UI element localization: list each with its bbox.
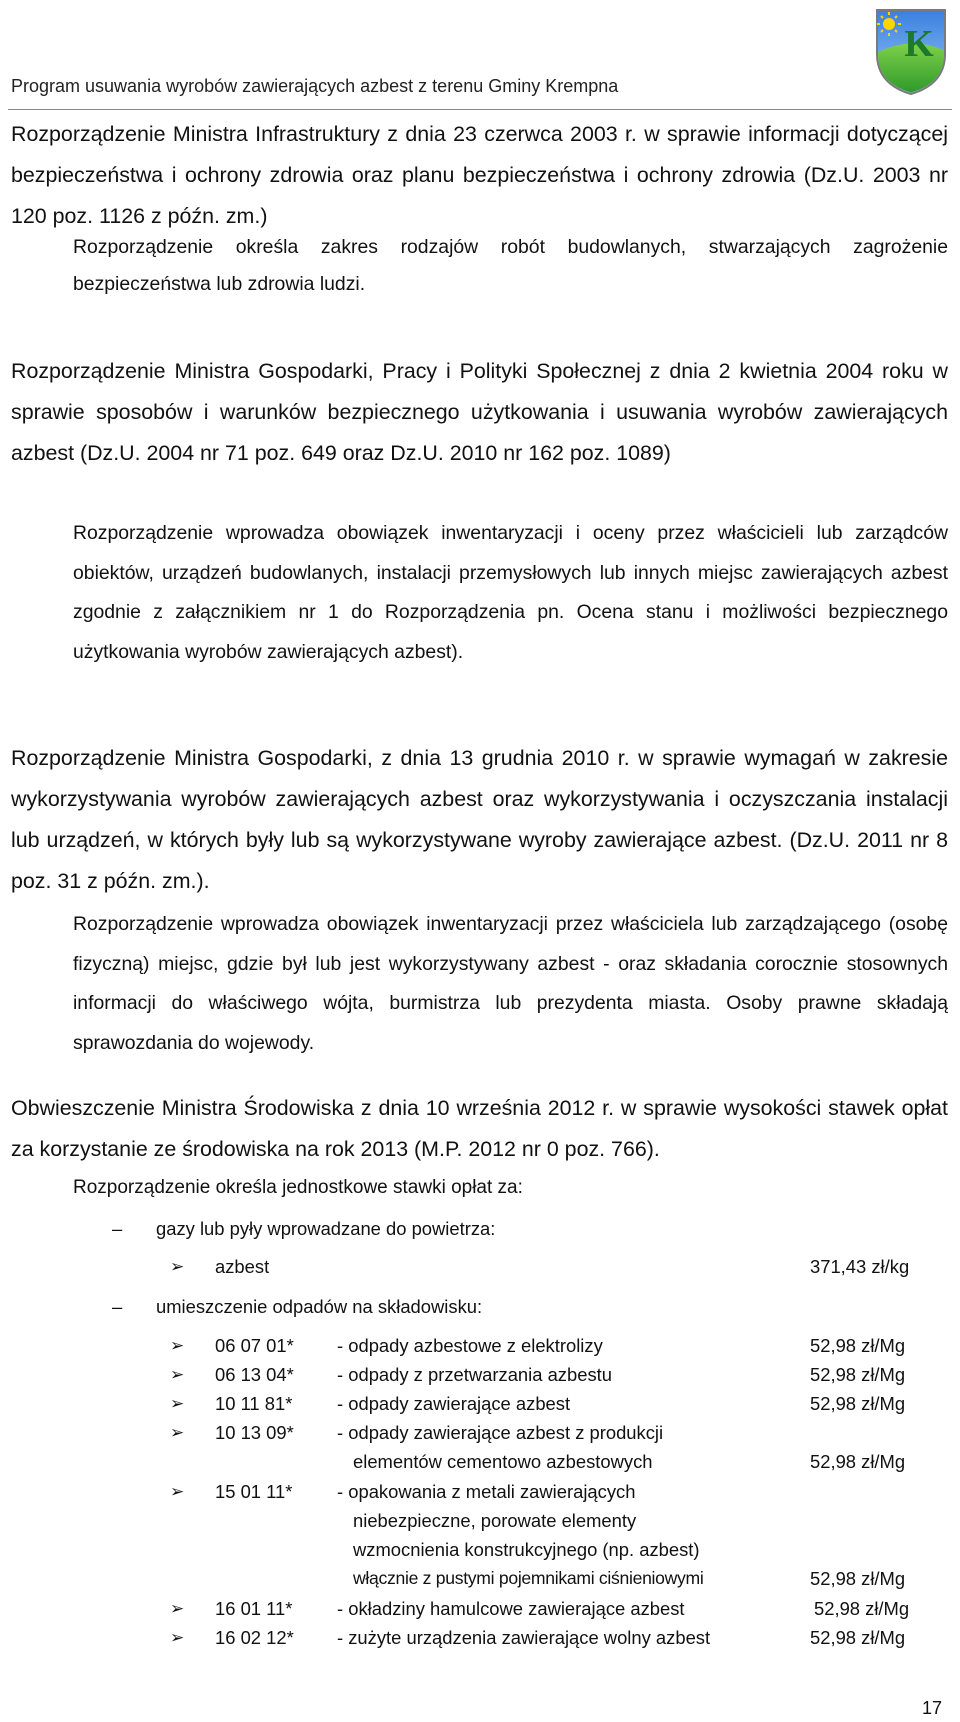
regulation-paragraph-1: Rozporządzenie Ministra Infrastruktury z dnia 23 czerwca 2003 r. w sprawie informacji dotyczącej bezpieczeństwa i ochrony zdrowia oraz planu bezpieczeństwa i ochrony zdrowia (Dz.U. 2003 nr 120 poz. 1126 z późn. zm.)	[11, 122, 948, 228]
fee-group-landfill	[112, 1296, 482, 1318]
waste-code: 06 13 04*	[215, 1364, 294, 1385]
waste-code: 10 11 81*	[215, 1393, 293, 1414]
arrow-bullet-icon: ➢	[170, 1423, 185, 1442]
waste-description-line: elementów cementowo azbestowych	[353, 1451, 653, 1472]
dash-bullet: –	[112, 1218, 123, 1239]
regulation-paragraph-4: Obwieszczenie Ministra Środowiska z dnia 10 września 2012 r. w sprawie wysokości stawek opłat za korzystanie ze środowiska na rok 2013 (M.P. 2012 nr 0 poz. 766).	[11, 1096, 948, 1161]
fee-row	[170, 1389, 950, 1417]
fee-group-air	[112, 1218, 495, 1240]
fee-row	[170, 1594, 950, 1622]
fees-intro: Rozporządzenie określa jednostkowe stawki opłat za:	[73, 1177, 523, 1198]
regulation-paragraph-3: Rozporządzenie Ministra Gospodarki, z dnia 13 grudnia 2010 r. w sprawie wymagań w zakresie wykorzystywania wyrobów zawierających azbest oraz wykorzystywania i oczyszczania instalacji lub urządzeń, w których były lub są wykorzystywane wyroby zawierające azbest. (Dz.U. 2011 nr 8 poz. 31 z późn. zm.).	[11, 746, 948, 893]
regulation-paragraph-2: Rozporządzenie Ministra Gospodarki, Pracy i Polityki Społecznej z dnia 2 kwietnia 2004 roku w sprawie sposobów i warunków bezpiecznego użytkowania i usuwania wyrobów zawierających azbest (Dz.U. 2004 nr 71 poz. 649 oraz Dz.U. 2010 nr 162 poz. 1089)	[11, 359, 948, 465]
waste-code: 16 02 12*	[215, 1627, 294, 1648]
regulation-paragraph-3-description: Rozporządzenie wprowadza obowiązek inwentaryzacji przez właściciela lub zarządzającego (osobę fizyczną) miejsc, gdzie był lub jest wykorzystywany azbest - oraz składania corocznie stosownych informacji do właściwego wójta, burmistrza lub prezydenta miasta. Osoby prawne składają sprawozdania do wojewody.	[73, 913, 948, 1054]
fee-row	[170, 1477, 950, 1593]
waste-code: 15 01 11*	[215, 1481, 293, 1502]
waste-description-line: wzmocnienia konstrukcyjnego (np. azbest)	[353, 1539, 700, 1560]
fee-rate: 52,98 zł/Mg	[814, 1598, 910, 1619]
waste-description-line: niebezpieczne, porowate elementy	[353, 1510, 637, 1531]
waste-description-line: - opakowania z metali zawierających	[337, 1481, 636, 1502]
document-header-title: Program usuwania wyrobów zawierających azbest z terenu Gminy Krempna	[11, 76, 619, 96]
arrow-bullet-icon: ➢	[170, 1336, 185, 1355]
arrow-bullet-icon: ➢	[170, 1628, 185, 1647]
waste-description-line: włącznie z pustymi pojemnikami ciśnieniowymi	[353, 1568, 704, 1588]
fee-row	[170, 1418, 950, 1476]
waste-description: - zużyte urządzenia zawierające wolny azbest	[337, 1627, 711, 1648]
arrow-bullet-icon: ➢	[170, 1482, 185, 1501]
fee-rate: 52,98 zł/Mg	[810, 1393, 906, 1414]
fee-rate: 52,98 zł/Mg	[810, 1627, 906, 1648]
page-number: 17	[922, 1698, 943, 1718]
dash-bullet: –	[112, 1296, 123, 1317]
waste-description: - okładziny hamulcowe zawierające azbest	[337, 1598, 685, 1619]
waste-description	[337, 1477, 807, 1593]
waste-description: - odpady azbestowe z elektrolizy	[337, 1335, 603, 1356]
fee-rate: 52,98 zł/Mg	[810, 1364, 906, 1385]
waste-description	[337, 1418, 807, 1476]
waste-code: 10 13 09*	[215, 1422, 294, 1443]
header-divider	[8, 109, 952, 110]
fee-rate: 371,43 zł/kg	[810, 1256, 910, 1277]
fee-rate: 52,98 zł/Mg	[810, 1335, 906, 1356]
fee-desc: azbest	[215, 1256, 270, 1277]
fee-group-landfill-label: umieszczenie odpadów na składowisku:	[156, 1296, 483, 1317]
waste-code: 16 01 11*	[215, 1598, 293, 1619]
waste-description: - odpady zawierające azbest	[337, 1393, 571, 1414]
fee-row	[170, 1360, 950, 1388]
waste-description-line: - odpady zawierające azbest z produkcji	[337, 1422, 664, 1443]
arrow-bullet-icon: ➢	[170, 1599, 185, 1618]
fee-row	[170, 1623, 950, 1651]
waste-code: 06 07 01*	[215, 1335, 294, 1356]
arrow-bullet-icon: ➢	[170, 1394, 185, 1413]
regulation-paragraph-1-description: Rozporządzenie określa zakres rodzajów robót budowlanych, stwarzających zagrożenie bezpieczeństwa lub zdrowia ludzi.	[73, 236, 948, 295]
fee-row	[170, 1331, 950, 1359]
logo-letter: K	[904, 23, 934, 65]
fee-rate: 52,98 zł/Mg	[810, 1568, 906, 1589]
arrow-bullet-icon: ➢	[170, 1257, 185, 1276]
arrow-bullet-icon: ➢	[170, 1365, 185, 1384]
fee-group-air-label: gazy lub pyły wprowadzane do powietrza:	[156, 1218, 496, 1239]
waste-description: - odpady z przetwarzania azbestu	[337, 1364, 612, 1385]
fee-rate: 52,98 zł/Mg	[810, 1451, 906, 1472]
krempna-coat-of-arms-logo	[873, 6, 949, 96]
regulation-paragraph-2-description: Rozporządzenie wprowadza obowiązek inwentaryzacji i oceny przez właścicieli lub zarządców obiektów, urządzeń budowlanych, instalacji przemysłowych lub innych miejsc zawierających azbest zgodnie z załącznikiem nr 1 do Rozporządzenia pn. Ocena stanu i możliwości bezpiecznego użytkowania wyrobów zawierających azbest).	[73, 522, 948, 663]
fee-row-azbest-air	[170, 1252, 950, 1280]
